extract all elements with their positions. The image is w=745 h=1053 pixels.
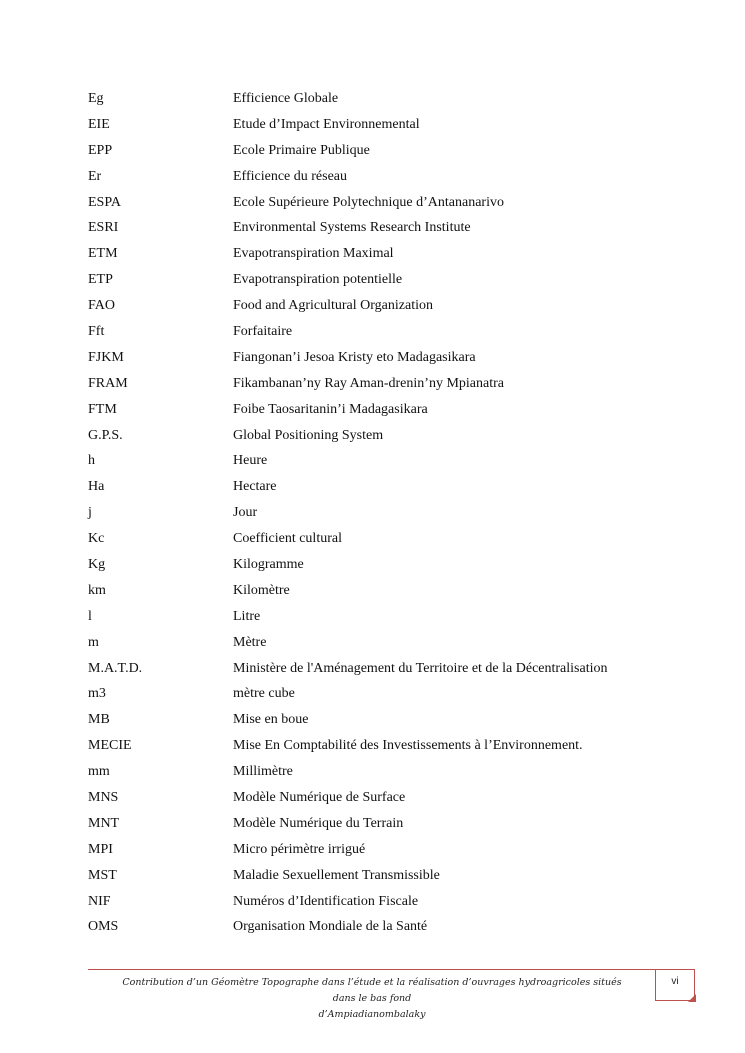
abbreviation-row [88, 811, 688, 837]
abbreviation-term: FTM [88, 401, 117, 417]
abbreviation-definition: Ecole Supérieure Polytechnique d’Antananarivo [233, 194, 504, 210]
abbreviation-term: FRAM [88, 375, 128, 391]
abbreviation-row [88, 863, 688, 889]
abbreviation-row [88, 915, 688, 941]
abbreviation-term: MPI [88, 841, 113, 857]
abbreviation-term: M.A.T.D. [88, 660, 143, 676]
abbreviation-row [88, 474, 688, 500]
abbreviation-definition: Kilogramme [233, 556, 304, 572]
abbreviation-term: G.P.S. [88, 427, 123, 443]
abbreviation-definition: Etude d’Impact Environnemental [233, 116, 420, 132]
abbreviation-row [88, 423, 688, 449]
abbreviation-definition: Jour [233, 505, 258, 521]
abbreviation-row [88, 86, 688, 112]
abbreviation-row [88, 889, 688, 915]
abbreviation-term: EIE [88, 116, 110, 132]
abbreviation-row [88, 733, 688, 759]
abbreviation-definition: Numéros d’Identification Fiscale [233, 893, 419, 909]
abbreviation-row [88, 448, 688, 474]
abbreviation-definition: Environmental Systems Research Institute [233, 220, 471, 236]
abbreviation-term: m [88, 634, 99, 650]
abbreviation-term: Eg [88, 90, 104, 106]
abbreviation-definition: Mise en boue [233, 712, 309, 728]
page-number: vi [671, 976, 679, 987]
footer-caption [112, 975, 632, 1023]
abbreviation-row [88, 707, 688, 733]
abbreviation-row [88, 164, 688, 190]
abbreviation-row [88, 656, 688, 682]
abbreviation-definition: Mètre [233, 634, 267, 650]
abbreviation-row [88, 267, 688, 293]
abbreviation-row [88, 241, 688, 267]
abbreviation-term: Kc [88, 531, 105, 547]
abbreviation-term: j [88, 505, 92, 521]
abbreviation-term: Fft [88, 323, 105, 339]
abbreviation-row [88, 345, 688, 371]
abbreviation-definition: Hectare [233, 479, 277, 495]
abbreviation-row [88, 837, 688, 863]
abbreviation-term: FAO [88, 298, 115, 314]
abbreviation-term: Ha [88, 479, 105, 495]
abbreviation-term: MNS [88, 789, 119, 805]
abbreviation-row [88, 371, 688, 397]
abbreviation-definition: Forfaitaire [233, 323, 293, 339]
abbreviation-definition: Litre [233, 608, 261, 624]
abbreviation-definition: Foibe Taosaritanin’i Madagasikara [233, 401, 428, 417]
abbreviation-definition: Coefficient cultural [233, 531, 342, 547]
abbreviation-row [88, 190, 688, 216]
abbreviation-definition: Efficience du réseau [233, 168, 348, 184]
abbreviation-term: ESRI [88, 220, 119, 236]
abbreviation-row [88, 112, 688, 138]
abbreviation-row [88, 293, 688, 319]
abbreviation-definition: Modèle Numérique de Surface [233, 789, 406, 805]
abbreviation-row [88, 759, 688, 785]
footer-caption-line-1: Contribution d’un Géomètre Topographe dans l’étude et la réalisation d’ouvrages hydroagricoles situés dans le bas fond [122, 977, 622, 1004]
abbreviation-term: MB [88, 712, 110, 728]
abbreviation-term: NIF [88, 893, 111, 909]
abbreviation-definition: Mise En Comptabilité des Investissements à l’Environnement. [233, 738, 583, 754]
abbreviation-definition: Evapotranspiration potentielle [233, 272, 403, 288]
abbreviation-term: Kg [88, 556, 106, 572]
abbreviation-definition: Organisation Mondiale de la Santé [233, 919, 428, 935]
abbreviation-row [88, 681, 688, 707]
abbreviation-definition: Millimètre [233, 764, 293, 780]
abbreviation-row [88, 604, 688, 630]
abbreviation-definition: Maladie Sexuellement Transmissible [233, 867, 440, 883]
abbreviation-row [88, 552, 688, 578]
abbreviation-row [88, 785, 688, 811]
abbreviation-term: mm [88, 764, 110, 780]
abbreviation-term: OMS [88, 919, 119, 935]
abbreviation-definition: mètre cube [233, 686, 295, 702]
abbreviation-term: MNT [88, 815, 120, 831]
footer-rule [88, 969, 660, 970]
abbreviation-term: h [88, 453, 95, 469]
abbreviation-definition: Heure [233, 453, 268, 469]
abbreviation-definition: Micro périmètre irrigué [233, 841, 366, 857]
abbreviation-term: ETP [88, 272, 113, 288]
abbreviation-term: FJKM [88, 349, 124, 365]
footer-caption-line-2: d’Ampiadianombalaky [318, 1009, 426, 1020]
abbreviation-term: km [88, 582, 106, 598]
page-number-badge [655, 969, 695, 1001]
abbreviation-row [88, 526, 688, 552]
abbreviation-term: EPP [88, 142, 113, 158]
abbreviation-definition: Fikambanan’ny Ray Aman-drenin’ny Mpianatra [233, 375, 504, 391]
abbreviation-definition: Fiangonan’i Jesoa Kristy eto Madagasikara [233, 349, 476, 365]
abbreviation-term: MST [88, 867, 117, 883]
abbreviation-term: MECIE [88, 738, 132, 754]
abbreviation-definition: Ecole Primaire Publique [233, 142, 370, 158]
abbreviation-row [88, 630, 688, 656]
abbreviation-row [88, 578, 688, 604]
abbreviation-term: Er [88, 168, 102, 184]
abbreviation-definition: Modèle Numérique du Terrain [233, 815, 404, 831]
abbreviation-definition: Kilomètre [233, 582, 290, 598]
abbreviation-list [88, 86, 688, 940]
abbreviation-definition: Evapotranspiration Maximal [233, 246, 394, 262]
abbreviation-term: m3 [88, 686, 106, 702]
abbreviation-row [88, 138, 688, 164]
abbreviation-term: ESPA [88, 194, 121, 210]
abbreviation-definition: Food and Agricultural Organization [233, 298, 433, 314]
abbreviation-row [88, 397, 688, 423]
abbreviation-row [88, 500, 688, 526]
abbreviation-term: ETM [88, 246, 118, 262]
abbreviation-definition: Ministère de l'Aménagement du Territoire et de la Décentralisation [233, 660, 608, 676]
abbreviation-term: l [88, 608, 92, 624]
abbreviation-definition: Global Positioning System [233, 427, 384, 443]
abbreviation-definition: Efficience Globale [233, 90, 339, 106]
abbreviation-row [88, 215, 688, 241]
abbreviation-row [88, 319, 688, 345]
